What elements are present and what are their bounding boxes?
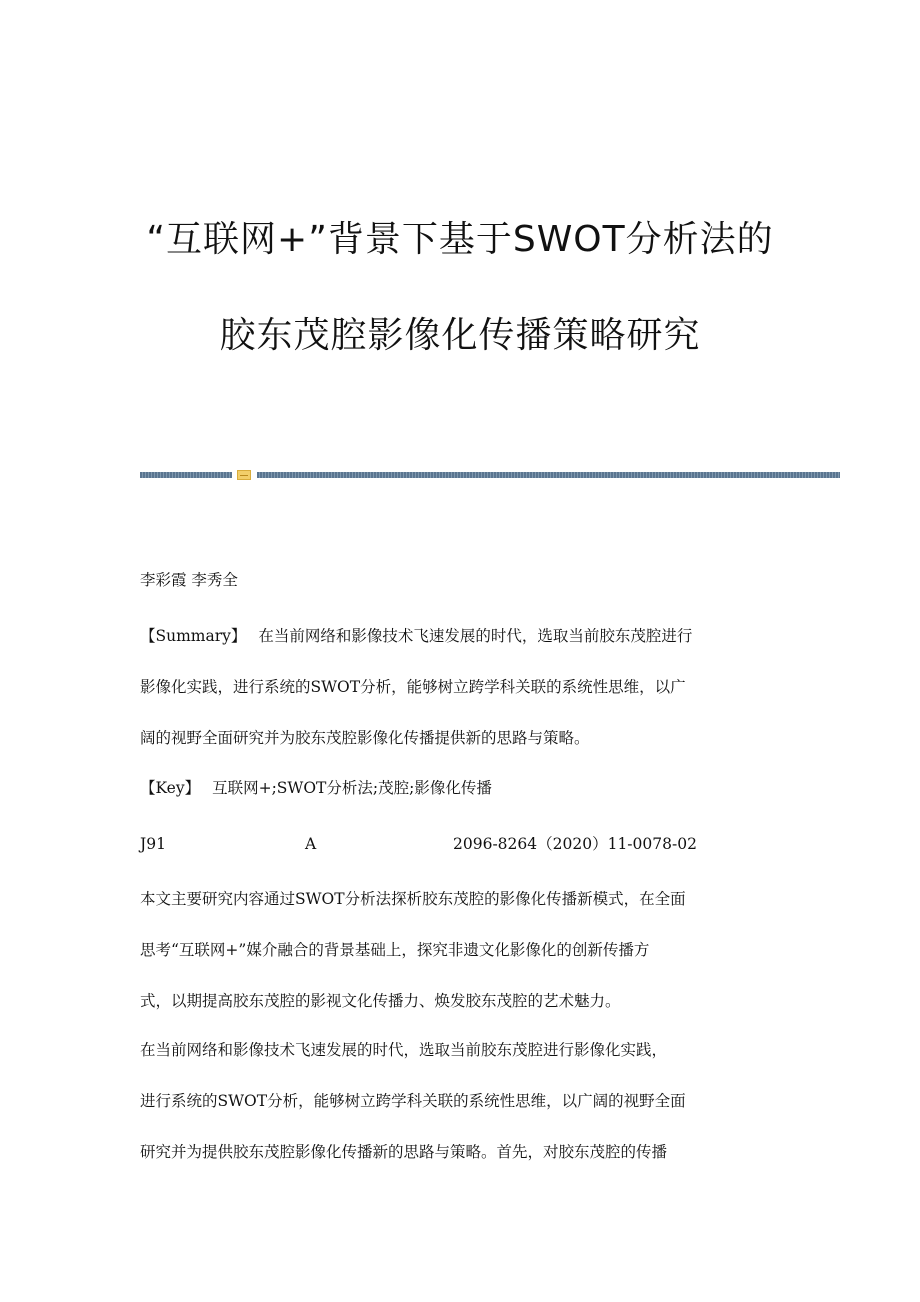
- summary-text: 在当前网络和影像技术飞速发展的时代，选取当前胶东茂腔进行: [258, 627, 693, 645]
- keywords-line: [140, 778, 492, 798]
- summary-line: [140, 626, 790, 646]
- summary-block: [140, 626, 790, 748]
- envelope-icon: [237, 470, 251, 480]
- authors: 李彩霞 李秀全: [140, 571, 238, 589]
- clc-number: J91: [140, 835, 166, 853]
- article-number: 2096-8264（2020）11-0078-02: [453, 835, 697, 853]
- body-paragraph-1: [140, 889, 790, 1011]
- body-line: 式，以期提高胶东茂腔的影视文化传播力、焕发胶东茂腔的艺术魅力。: [140, 992, 621, 1010]
- summary-label: 【Summary】: [140, 627, 247, 645]
- body-line: 在当前网络和影像技术飞速发展的时代，选取当前胶东茂腔进行影像化实践，: [140, 1041, 668, 1059]
- body-line: 思考“互联网+”媒介融合的背景基础上，探究非遗文化影像化的创新传播方: [140, 941, 650, 959]
- summary-line: 阔的视野全面研究并为胶东茂腔影像化传播提供新的思路与策略。: [140, 729, 590, 747]
- body-line: 研究并为提供胶东茂腔影像化传播新的思路与策略。首先，对胶东茂腔的传播: [140, 1143, 668, 1161]
- document-title-line-2: 胶东茂腔影像化传播策略研究: [219, 315, 701, 356]
- title-divider: [140, 470, 840, 480]
- document-code: A: [305, 835, 317, 853]
- document-title-line-1: “互联网+”背景下基于SWOT分析法的: [146, 219, 774, 260]
- body-paragraph-2: [140, 1040, 790, 1162]
- summary-line: 影像化实践，进行系统的SWOT分析，能够树立跨学科关联的系统性思维，以广: [140, 678, 686, 696]
- divider-bar-right: [257, 472, 840, 478]
- body-line: 本文主要研究内容通过SWOT分析法探析胶东茂腔的影像化传播新模式，在全面: [140, 890, 686, 908]
- keywords-label: 【Key】: [140, 779, 201, 797]
- body-line: 进行系统的SWOT分析，能够树立跨学科关联的系统性思维，以广阔的视野全面: [140, 1092, 686, 1110]
- keywords-text: 互联网+;SWOT分析法;茂腔;影像化传播: [212, 779, 492, 797]
- divider-bar-left: [140, 472, 232, 478]
